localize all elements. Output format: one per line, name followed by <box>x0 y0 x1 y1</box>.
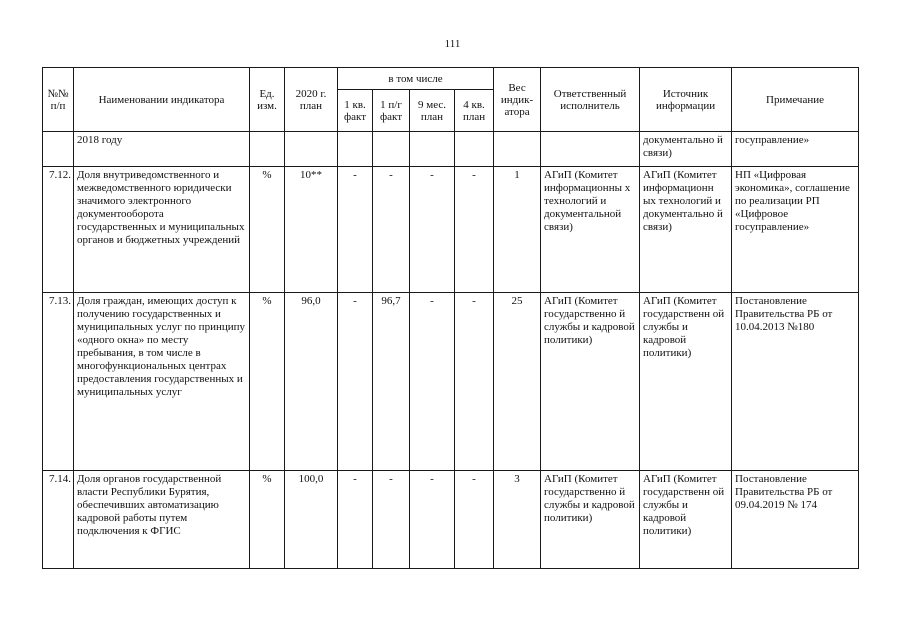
q1-fact-cell: - <box>338 167 373 293</box>
indicator-name: Доля органов государственной власти Республики Бурятия, обеспечивших автоматизацию кадровой работы путем подключения к ФГИС <box>74 471 250 569</box>
weight-cell: 1 <box>494 167 541 293</box>
header-source: Источник информации <box>640 68 732 132</box>
source-cell: АГиП (Комитет государственн ой службы и кадровой политики) <box>640 471 732 569</box>
unit-cell <box>250 132 285 167</box>
source-cell: АГиП (Комитет информационн ых технологий и документально й связи) <box>640 167 732 293</box>
row-num: 7.12. <box>43 167 74 293</box>
weight-cell: 3 <box>494 471 541 569</box>
header-including: в том числе <box>338 68 494 90</box>
plan-2020-cell <box>285 132 338 167</box>
header-q4-plan: 4 кв. план <box>455 90 494 132</box>
header-note: Примечание <box>732 68 859 132</box>
plan-2020-cell: 96,0 <box>285 293 338 471</box>
unit-cell: % <box>250 293 285 471</box>
source-cell: документально й связи) <box>640 132 732 167</box>
header-h1-fact: 1 п/г факт <box>373 90 410 132</box>
note-cell: Постановление Правительства РБ от 10.04.2013 №180 <box>732 293 859 471</box>
9m-plan-cell <box>410 132 455 167</box>
header-plan-2020: 2020 г. план <box>285 68 338 132</box>
q1-fact-cell <box>338 132 373 167</box>
indicators-table <box>42 67 859 569</box>
9m-plan-cell: - <box>410 293 455 471</box>
responsible-cell: АГиП (Комитет государственно й службы и кадровой политики) <box>541 471 640 569</box>
h1-fact-cell: - <box>373 167 410 293</box>
header-num: №№ п/п <box>43 68 74 132</box>
indicator-name: Доля граждан, имеющих доступ к получению государственных и муниципальных услуг по принципу «одного окна» по месту пребывания, в том числе в многофункциональных центрах предоставления государственных и муниципальных услуг <box>74 293 250 471</box>
note-cell: НП «Цифровая экономика», соглашение по реализации РП «Цифровое госуправление» <box>732 167 859 293</box>
note-cell: госуправление» <box>732 132 859 167</box>
responsible-cell: АГиП (Комитет государственно й службы и кадровой политики) <box>541 293 640 471</box>
h1-fact-cell: 96,7 <box>373 293 410 471</box>
q4-plan-cell: - <box>455 471 494 569</box>
responsible-cell <box>541 132 640 167</box>
table-row <box>43 293 859 471</box>
header-unit: Ед. изм. <box>250 68 285 132</box>
table-row <box>43 471 859 569</box>
plan-2020-cell: 100,0 <box>285 471 338 569</box>
q1-fact-cell: - <box>338 471 373 569</box>
row-num: 7.13. <box>43 293 74 471</box>
q1-fact-cell: - <box>338 293 373 471</box>
unit-cell: % <box>250 471 285 569</box>
q4-plan-cell: - <box>455 167 494 293</box>
h1-fact-cell <box>373 132 410 167</box>
indicator-name: 2018 году <box>74 132 250 167</box>
header-q1-fact: 1 кв. факт <box>338 90 373 132</box>
indicator-name: Доля внутриведомственного и межведомственного юридически значимого электронного документооборота государственных и муниципальных органов и бюджетных учреждений <box>74 167 250 293</box>
header-name: Наименовании индикатора <box>74 68 250 132</box>
9m-plan-cell: - <box>410 167 455 293</box>
9m-plan-cell: - <box>410 471 455 569</box>
weight-cell: 25 <box>494 293 541 471</box>
header-weight: Вес индик-атора <box>494 68 541 132</box>
plan-2020-cell: 10** <box>285 167 338 293</box>
row-num <box>43 132 74 167</box>
note-cell: Постановление Правительства РБ от 09.04.2019 № 174 <box>732 471 859 569</box>
h1-fact-cell: - <box>373 471 410 569</box>
responsible-cell: АГиП (Комитет информационны х технологий и документальной связи) <box>541 167 640 293</box>
page-number: 111 <box>444 38 461 50</box>
table-row <box>43 132 859 167</box>
source-cell: АГиП (Комитет государственн ой службы и кадровой политики) <box>640 293 732 471</box>
header-responsible: Ответственный исполнитель <box>541 68 640 132</box>
unit-cell: % <box>250 167 285 293</box>
weight-cell <box>494 132 541 167</box>
q4-plan-cell: - <box>455 293 494 471</box>
header-9m-plan: 9 мес. план <box>410 90 455 132</box>
table-row <box>43 167 859 293</box>
row-num: 7.14. <box>43 471 74 569</box>
q4-plan-cell <box>455 132 494 167</box>
